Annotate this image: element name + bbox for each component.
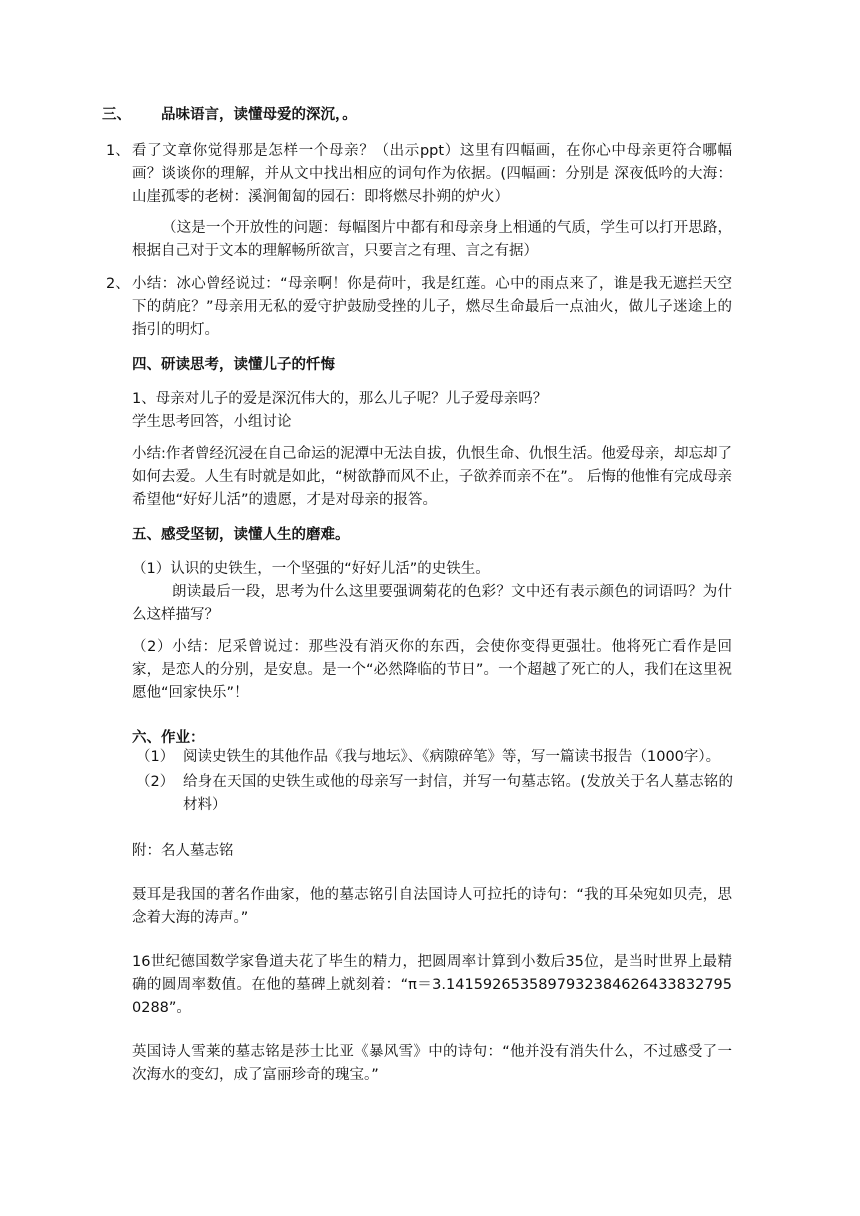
section-4-activity: 学生思考回答，小组讨论 bbox=[132, 414, 292, 430]
epitaph-nie-er: 聂耳是我国的著名作曲家，他的墓志铭引自法国诗人可拉托的诗句：“我的耳朵宛如贝壳，思念着大海的涛声。” bbox=[132, 887, 732, 926]
section-5-title: 五、感受坚韧，读懂人生的磨难。 bbox=[132, 527, 350, 543]
item-2-text: 小结：冰心曾经说过：“母亲啊！你是荷叶，我是红莲。心中的雨点来了，谁是我无遮拦天空下的荫庇？”母亲用无私的爱守护鼓励受挫的儿子，燃尽生命最后一点油火，做儿子迷途上的指引的明灯。 bbox=[132, 276, 732, 338]
section-3-title: 品味语言，读懂母爱的深沉，。 bbox=[161, 107, 357, 123]
homework-1-number: （1） bbox=[136, 749, 175, 765]
section-5-point-1: （1）认识的史铁生，一个坚强的“好好儿活”的史铁生。 bbox=[132, 561, 490, 577]
homework-2-text: 给身在天国的史铁生或他的母亲写一封信，并写一句墓志铭。(发放关于名人墓志铭的材料） bbox=[183, 774, 733, 813]
homework-2-number: （2） bbox=[136, 774, 175, 790]
section-6-title: 六、作业： bbox=[132, 730, 205, 746]
item-1-text: 看了文章你觉得那是怎样一个母亲？（出示ppt）这里有四幅画，在你心中母亲更符合哪幅画？谈谈你的理解，并从文中找出相应的词句作为依据。(四幅画：分别是 深夜低吟的大海：山崖孤零的老树：溪涧匍匐的园石：即将燃尽扑朔的炉火） bbox=[132, 143, 732, 205]
open-question-note: （这是一个开放性的问题：每幅图片中都有和母亲身上相通的气质，学生可以打开思路，根据自己对于文本的理解畅所欲言，只要言之有理、言之有据） bbox=[132, 220, 732, 259]
homework-1-text: 阅读史铁生的其他作品《我与地坛》、《病隙碎笔》等，写一篇读书报告（1000字）。 bbox=[183, 749, 721, 765]
section-4-question: 1、母亲对儿子的爱是深沉伟大的，那么儿子呢？儿子爱母亲吗？ bbox=[132, 391, 548, 407]
section-5-reading-task: 朗读最后一段，思考为什么这里要强调菊花的色彩？文中还有表示颜色的词语吗？为什么这样描写？ bbox=[132, 584, 732, 623]
item-1-number: 1、 bbox=[106, 143, 130, 159]
section-4-summary: 小结:作者曾经沉浸在自己命运的泥潭中无法自拔，仇恨生命、仇恨生活。他爱母亲，却忘却了如何去爱。人生有时就是如此，“树欲静而风不止，子欲养而亲不在”。 后悔的他惟有完成母亲希望他“好好儿活”的遗愿，才是对母亲的报答。 bbox=[132, 446, 732, 508]
epitaph-shelley: 英国诗人雪莱的墓志铭是莎士比亚《暴风雪》中的诗句：“他并没有消失什么，不过感受了一次海水的变幻，成了富丽珍奇的瑰宝。” bbox=[132, 1044, 732, 1083]
section-3-number: 三、 bbox=[102, 107, 131, 123]
section-4-title: 四、研读思考，读懂儿子的忏悔 bbox=[132, 357, 335, 373]
section-5-summary: （2）小结：尼采曾说过：那些没有消灭你的东西，会使你变得更强壮。他将死亡看作是回家，是恋人的分别，是安息。是一个“必然降临的节日”。一个超越了死亡的人，我们在这里祝愿他“回家快乐”！ bbox=[132, 639, 732, 701]
item-2-number: 2、 bbox=[106, 276, 130, 292]
appendix-title: 附：名人墓志铭 bbox=[132, 843, 234, 859]
epitaph-rudolf: 16世纪德国数学家鲁道夫花了毕生的精力，把圆周率计算到小数后35位，是当时世界上最精确的圆周率数值。在他的墓碑上就刻着：“π＝3.14159265358979323846264338327950288”。 bbox=[132, 954, 732, 1016]
